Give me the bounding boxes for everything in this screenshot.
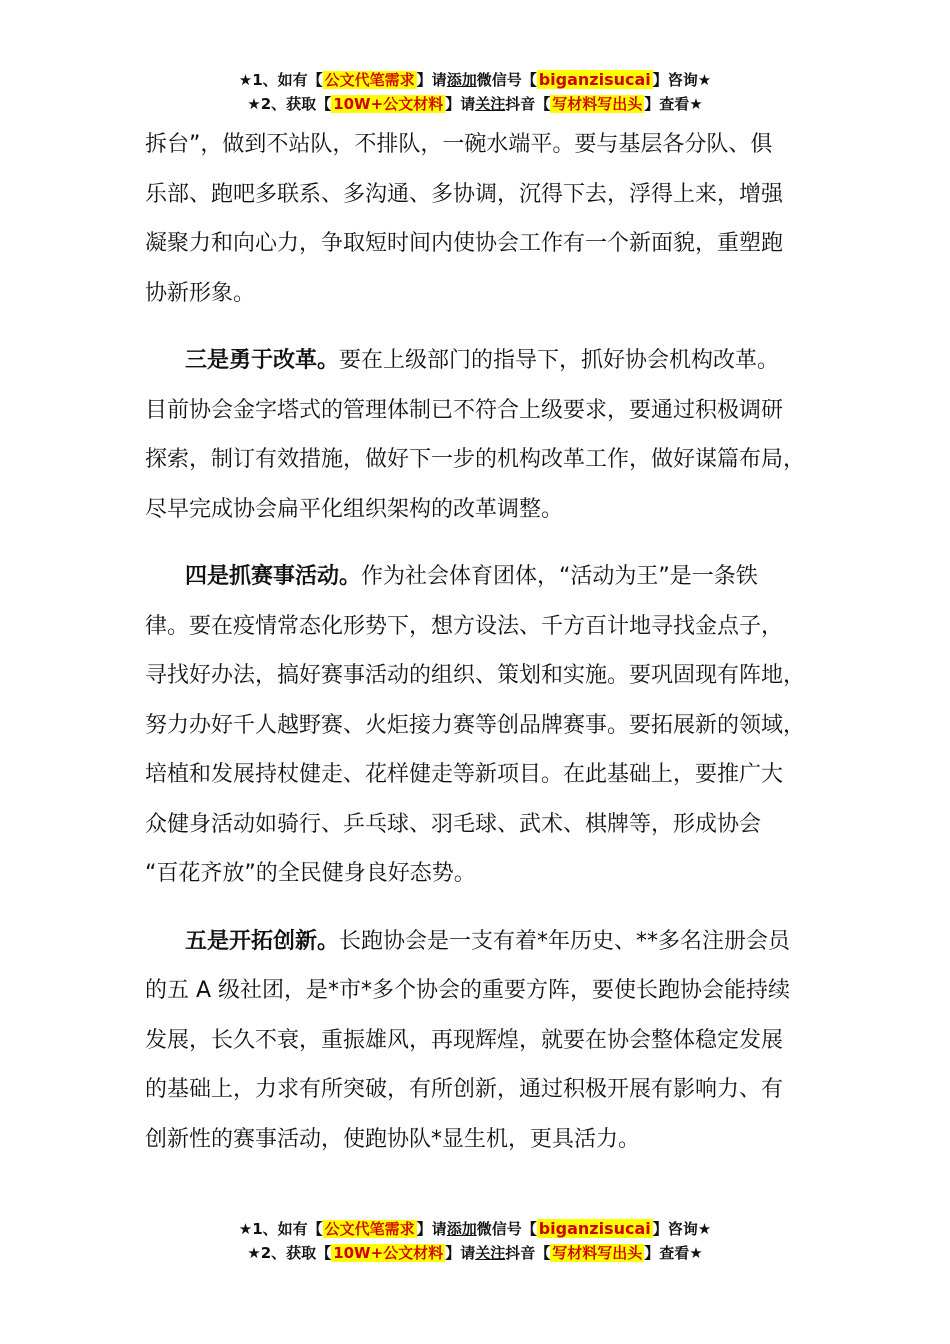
paragraph-events	[145, 552, 835, 899]
text-line: 的五 A 级社团，是*市*多个协会的重要方阵，要使长跑协会能持续	[145, 978, 791, 1003]
text-line: 创新性的赛事活动，使跑协队*显生机，更具活力。	[145, 1126, 641, 1152]
banner-text: 】查看★	[644, 95, 703, 113]
banner-underlined-text: 关注	[475, 1244, 506, 1262]
banner-wechat-id: biganzisucai	[538, 1219, 651, 1238]
banner-text: 】请	[416, 71, 447, 89]
text-line: 目前协会金字塔式的管理体制已不符合上级要求，要通过积极调研	[145, 397, 784, 423]
banner-wechat-id: biganzisucai	[538, 70, 651, 89]
banner-text: 抖音【	[505, 1244, 551, 1262]
footer-banner-line-2	[0, 1241, 950, 1265]
text-line: 的基础上，力求有所突破，有所创新，通过积极开展有影响力、有	[145, 1077, 784, 1102]
banner-douyin-id: 写材料写出头	[552, 1244, 643, 1262]
banner-text: 微信号【	[476, 71, 537, 89]
paragraph-continuation	[145, 120, 835, 318]
text-line	[145, 917, 835, 967]
banner-underlined-text: 添加	[446, 1220, 477, 1238]
banner-text: 】咨询★	[652, 71, 712, 89]
banner-highlight: 公文代笔需求	[324, 1220, 415, 1238]
text-line: 凝聚力和向心力，争取短时间内使协会工作有一个新面貌，重塑跑	[145, 231, 784, 256]
text-line: 发展，长久不衰，重振雄风，再现辉煌，就要在协会整体稳定发展	[145, 1027, 784, 1053]
header-banner-line-2	[0, 92, 950, 116]
header-banner	[0, 68, 950, 116]
text-line: 尽早完成协会扁平化组织架构的改革调整。	[145, 496, 564, 522]
text-line: 律。要在疫情常态化形势下，想方设法、千方百计地寻找金点子，	[145, 613, 784, 639]
text-line: 寻找好办法，搞好赛事活动的组织、策划和实施。要巩固现有阵地，	[145, 663, 806, 688]
paragraph-lead: 三是勇于改革。	[185, 348, 340, 373]
banner-text: 】请	[445, 95, 476, 113]
text-line: 培植和发展持杖健走、花样健走等新项目。在此基础上，要推广大	[145, 762, 784, 787]
banner-text: 抖音【	[505, 95, 551, 113]
document-body	[145, 120, 835, 1164]
paragraph-lead: 五是开拓创新。	[185, 928, 340, 954]
paragraph-lead: 四是抓赛事活动。	[185, 564, 362, 589]
banner-underlined-text: 添加	[446, 71, 477, 89]
text-line: 探索，制订有效措施，做好下一步的机构改革工作，做好谋篇布局，	[145, 447, 806, 472]
banner-text: ★2、获取【	[247, 95, 332, 113]
banner-highlight: 公文代笔需求	[324, 71, 415, 89]
banner-text: 】咨询★	[652, 1220, 712, 1238]
text-line	[145, 552, 835, 602]
banner-underlined-text: 关注	[475, 95, 506, 113]
footer-banner	[0, 1217, 950, 1265]
banner-text: 】请	[416, 1220, 447, 1238]
banner-highlight: 10W+公文材料	[333, 1244, 444, 1262]
text-line: 协新形象。	[145, 280, 256, 306]
text-span: 长跑协会是一支有着*年历史、**多名注册会员	[339, 928, 791, 954]
banner-text: ★1、如有【	[238, 1220, 323, 1238]
banner-text: 微信号【	[476, 1220, 537, 1238]
text-line: 拆台”，做到不站队，不排队，一碗水端平。要与基层各分队、俱	[145, 132, 773, 157]
text-line: 乐部、跑吧多联系、多沟通、多协调，沉得下去，浮得上来，增强	[145, 181, 784, 207]
header-banner-line-1	[0, 68, 950, 92]
footer-banner-line-1	[0, 1217, 950, 1241]
paragraph-reform	[145, 336, 835, 534]
text-line: “百花齐放”的全民健身良好态势。	[145, 861, 476, 886]
text-line: 众健身活动如骑行、乒乓球、羽毛球、武术、棋牌等，形成协会	[145, 811, 762, 837]
banner-highlight: 10W+公文材料	[333, 95, 444, 113]
banner-text: ★2、获取【	[247, 1244, 332, 1262]
text-line	[145, 336, 835, 386]
banner-text: 】查看★	[644, 1244, 703, 1262]
banner-text: ★1、如有【	[238, 71, 323, 89]
banner-text: 】请	[445, 1244, 476, 1262]
text-span: 要在上级部门的指导下，抓好协会机构改革。	[339, 348, 780, 373]
text-span: 作为社会体育团体，“活动为王”是一条铁	[361, 564, 758, 589]
banner-douyin-id: 写材料写出头	[552, 95, 643, 113]
paragraph-innovation	[145, 917, 835, 1165]
text-line: 努力办好千人越野赛、火炬接力赛等创品牌赛事。要拓展新的领域，	[145, 712, 806, 738]
